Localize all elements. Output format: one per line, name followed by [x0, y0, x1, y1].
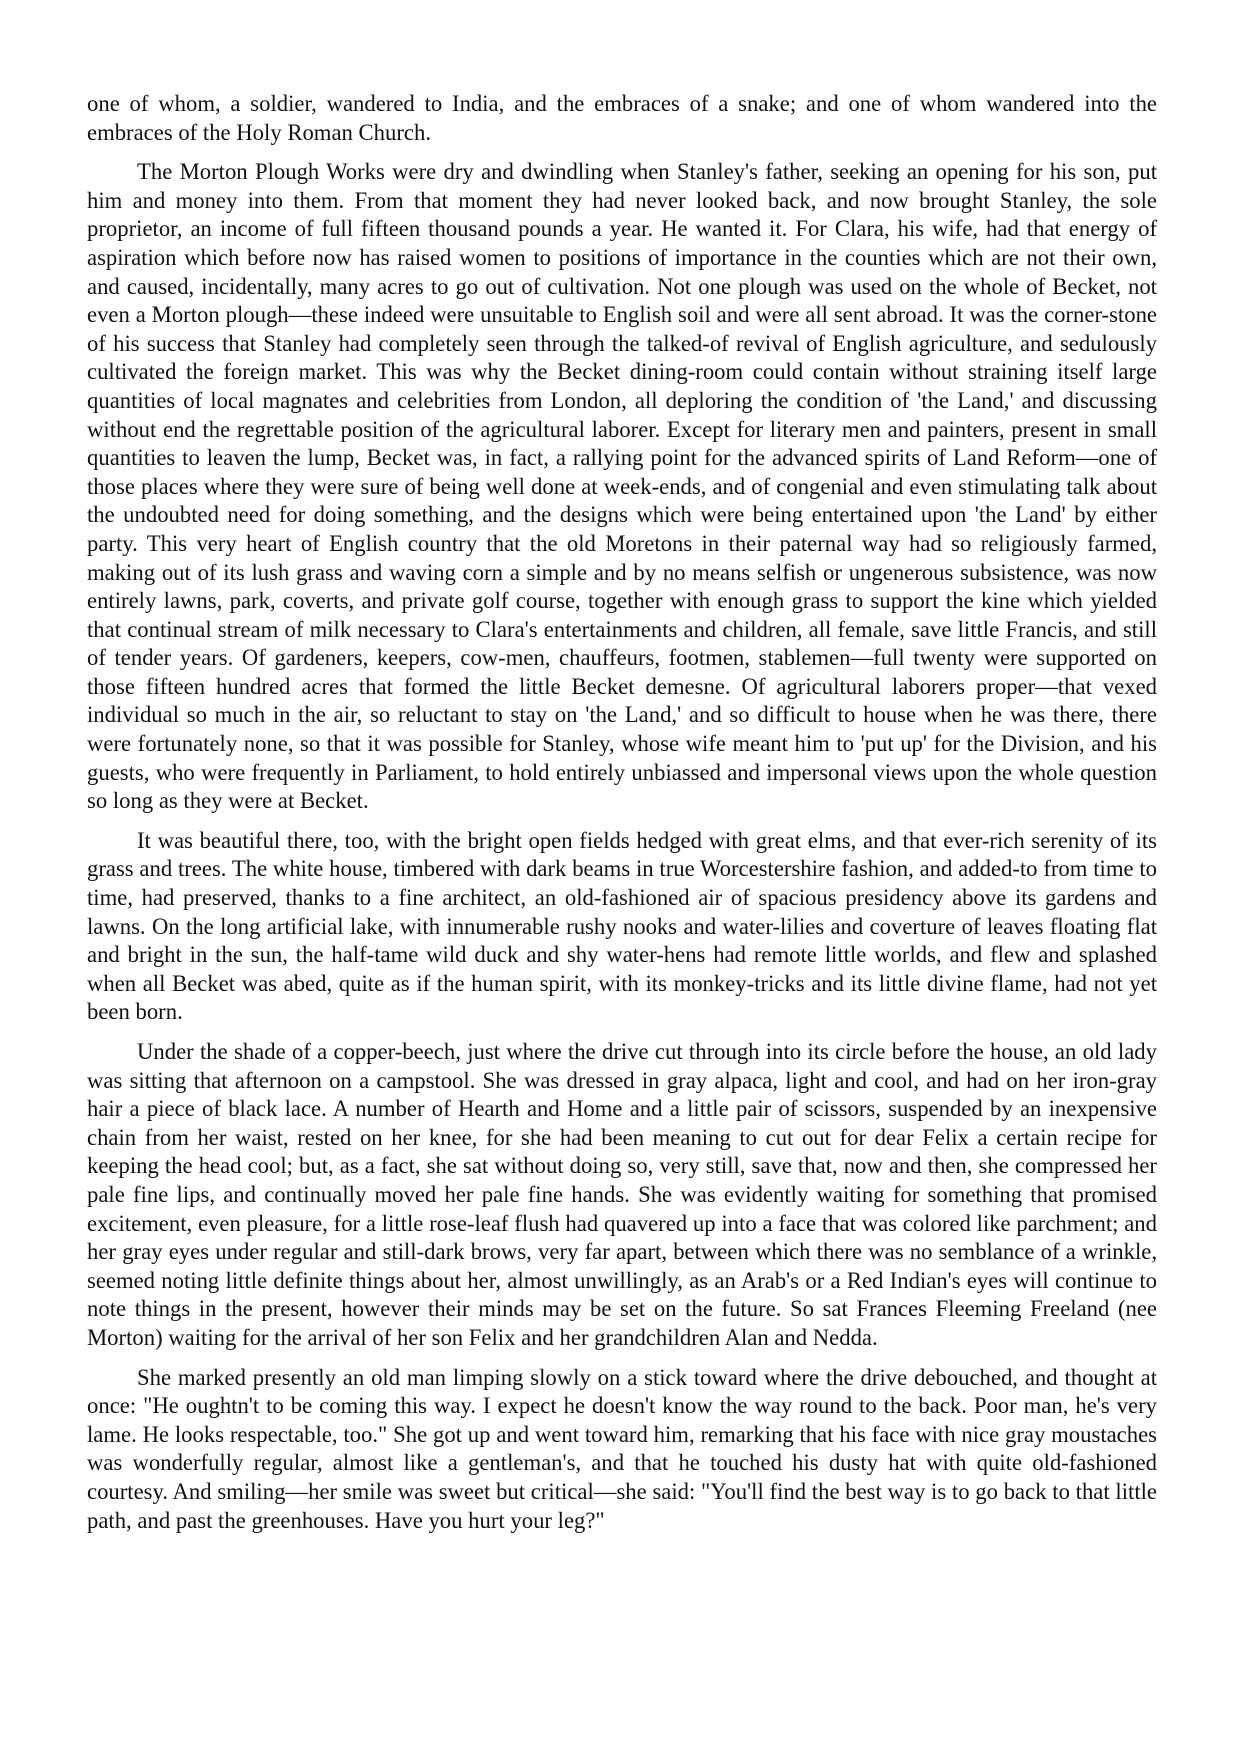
paragraph-old-man: She marked presently an old man limping slowly on a stick toward where the drive debouched, and thought at once: "He oughtn't to be coming this way. I expect he doesn't know the way round to the back. Poor man, he's very lame. He looks respectable, too." She got up and went toward him, remarking that his face with nice gray moustaches was wonderfully regular, almost like a gentleman's, and that he touched his dusty hat with quite old-fashioned courtesy. And smiling—her smile was sweet but critical—she said: "You'll find the best way is to go back to that little path, and past the greenhouses. Have you hurt your leg?" [87, 1364, 1157, 1533]
paragraph-old-lady: Under the shade of a copper-beech, just where the drive cut through into its circle before the house, an old lady was sitting that afternoon on a campstool. She was dressed in gray alpaca, light and cool, and had on her iron-gray hair a piece of black lace. A number of Hearth and Home and a little pair of scissors, suspended by an inexpensive chain from her waist, rested on her knee, for she had been meaning to cut out for dear Felix a certain recipe for keeping the head cool; but, as a fact, she sat without doing so, very still, save that, now and then, she compressed her pale fine lips, and continually moved her pale fine hands. She was evidently waiting for something that promised excitement, even pleasure, for a little rose-leaf flush had quavered up into a face that was colored like parchment; and her gray eyes under regular and still-dark brows, very far apart, between which there was no semblance of a wrinkle, seemed noting little definite things about her, almost unwillingly, as an Arab's or a Red Indian's eyes will continue to note things in the present, however their minds may be set on the future. So sat Frances Fleeming Freeland (nee Morton) waiting for the arrival of her son Felix and her grandchildren Alan and Nedda. [87, 1039, 1157, 1350]
page-body [87, 90, 1157, 1546]
paragraph-becket-description: It was beautiful there, too, with the bright open fields hedged with great elms, and that ever-rich serenity of its grass and trees. The white house, timbered with dark beams in true Worcestershire fashion, and added-to from time to time, had preserved, thanks to a fine architect, an old-fashioned air of spacious presidency above its gardens and lawns. On the long artificial lake, with innumerable rushy nooks and water-lilies and coverture of leaves floating flat and bright in the sun, the half-tame wild duck and shy water-hens had remote little worlds, and flew and splashed when all Becket was abed, quite as if the human spirit, with its monkey-tricks and its little divine flame, had not yet been born. [87, 827, 1157, 1025]
paragraph-continuation: one of whom, a soldier, wandered to India, and the embraces of a snake; and one of whom wandered into the embraces of the Holy Roman Church. [87, 91, 1157, 145]
paragraph-morton-plough-works: The Morton Plough Works were dry and dwindling when Stanley's father, seeking an opening for his son, put him and money into them. From that moment they had never looked back, and now brought Stanley, the sole proprietor, an income of full fifteen thousand pounds a year. He wanted it. For Clara, his wife, had that energy of aspiration which before now has raised women to positions of importance in the counties which are not their own, and caused, incidentally, many acres to go out of cultivation. Not one plough was used on the whole of Becket, not even a Morton plough—these indeed were unsuitable to English soil and were all sent abroad. It was the corner-stone of his success that Stanley had completely seen through the talked-of revival of English agriculture, and sedulously cultivated the foreign market. This was why the Becket dining-room could contain without straining itself large quantities of local magnates and celebrities from London, all deploring the condition of 'the Land,' and discussing without end the regrettable position of the agricultural laborer. Except for literary men and painters, present in small quantities to leaven the lump, Becket was, in fact, a rallying point for the advanced spirits of Land Reform—one of those places where they were sure of being well done at week-ends, and of congenial and even stimulating talk about the undoubted need for doing something, and the designs which were being entertained upon 'the Land' by either party. This very heart of English country that the old Moretons in their paternal way had so religiously farmed, making out of its lush grass and waving corn a simple and by no means selfish or ungenerous subsistence, was now entirely lawns, park, coverts, and private golf course, together with enough grass to support the kine which yielded that continual stream of milk necessary to Clara's entertainments and children, all female, save little Francis, and still of tender years. Of gardeners, keepers, cow-men, chauffeurs, footmen, stablemen—full twenty were supported on those fifteen hundred acres that formed the little Becket demesne. Of agricultural laborers proper—that vexed individual so much in the air, so reluctant to stay on 'the Land,' and so difficult to house when he was there, there were fortunately none, so that it was possible for Stanley, whose wife meant him to 'put up' for the Division, and his guests, who were frequently in Parliament, to hold entirely unbiassed and impersonal views upon the whole question so long as they were at Becket. [87, 159, 1157, 814]
